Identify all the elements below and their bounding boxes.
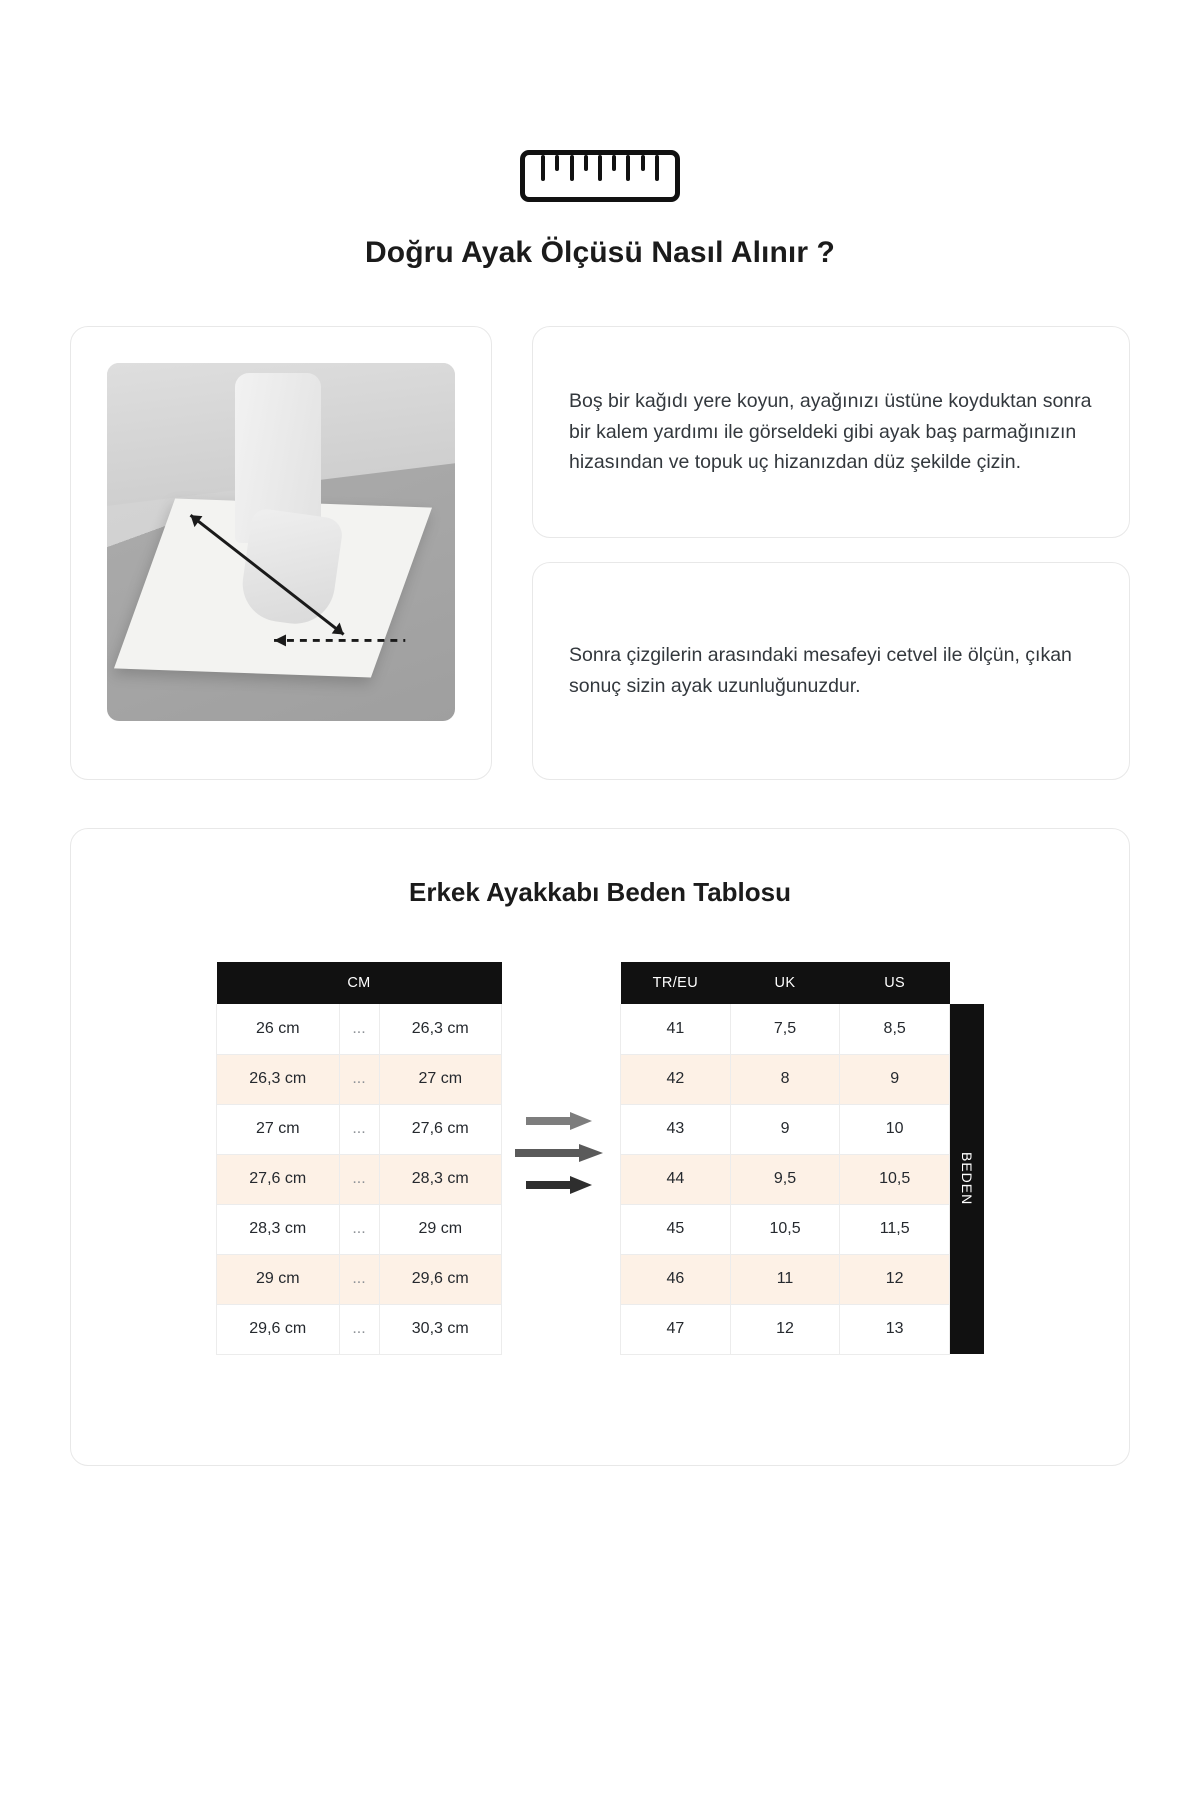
cm-separator: ... [339,1154,379,1204]
cell-uk: 9,5 [730,1154,840,1204]
cell-tr-eu: 46 [621,1254,731,1304]
table-row [217,1154,502,1204]
size-table-body [621,1004,950,1354]
instruction-text-2: Sonra çizgilerin arasındaki mesafeyi cetvel ile ölçün, çıkan sonuç sizin ayak uzunluğunuzdur. [569,644,1072,697]
table-row [217,1204,502,1254]
cm-table-header: CM [217,962,502,1004]
beden-label: BEDEN [959,1152,975,1206]
cm-separator: ... [339,1254,379,1304]
cell-uk: 12 [730,1304,840,1354]
cell-uk: 9 [730,1104,840,1154]
table-row [621,1004,950,1054]
foot-measure-photo-card [70,326,492,780]
cell-us: 9 [840,1054,950,1104]
cm-separator: ... [339,1004,379,1054]
cm-max: 26,3 cm [379,1004,502,1054]
ruler-icon [520,150,680,202]
table-row [217,1054,502,1104]
ruler-ticks [525,155,675,197]
cm-max: 29,6 cm [379,1254,502,1304]
cm-min: 29,6 cm [217,1304,340,1354]
measure-arrow-icon [107,363,455,721]
instruction-card-1 [532,326,1130,538]
instruction-text-1: Boş bir kağıdı yere koyun, ayağınızı üstüne koyduktan sonra bir kalem yardımı ile görseldeki gibi ayak baş parmağınızın hizasından ve topuk uç hizanızdan düz şekilde çizin. [569,389,1092,474]
cm-separator: ... [339,1054,379,1104]
table-row [217,1004,502,1054]
size-conversion-table [620,962,950,1355]
table-row [217,1104,502,1154]
table-row [217,1304,502,1354]
cm-table-body [217,1004,502,1354]
instructions-section [70,326,1130,780]
cm-min: 26 cm [217,1004,340,1054]
cm-min: 27,6 cm [217,1154,340,1204]
size-table-header-row [621,962,950,1004]
arrow-right-icon [515,1144,607,1162]
cm-table [216,962,502,1355]
size-table-title: Erkek Ayakkabı Beden Tablosu [409,877,791,907]
cell-tr-eu: 43 [621,1104,731,1154]
page-container [70,0,1130,1466]
size-table-card [70,828,1130,1466]
table-row [621,1054,950,1104]
cell-us: 10 [840,1104,950,1154]
cell-uk: 10,5 [730,1204,840,1254]
cell-tr-eu: 42 [621,1054,731,1104]
instruction-texts [532,326,1130,780]
ruler-icon-wrap [70,150,1130,202]
cell-tr-eu: 45 [621,1204,731,1254]
table-row [621,1304,950,1354]
cell-tr-eu: 47 [621,1304,731,1354]
foot-measure-photo [107,363,455,721]
cell-uk: 8 [730,1054,840,1104]
table-row [217,1254,502,1304]
cell-uk: 7,5 [730,1004,840,1054]
table-row [621,1104,950,1154]
cm-max: 29 cm [379,1204,502,1254]
cm-table-header-row [217,962,502,1004]
cm-max: 27 cm [379,1054,502,1104]
table-row [621,1254,950,1304]
cm-separator: ... [339,1204,379,1254]
cm-separator: ... [339,1304,379,1354]
cell-uk: 11 [730,1254,840,1304]
cell-tr-eu: 41 [621,1004,731,1054]
cm-separator: ... [339,1104,379,1154]
cell-us: 8,5 [840,1004,950,1054]
size-header-tr-eu: TR/EU [621,962,731,1004]
table-row [621,1204,950,1254]
cm-max: 30,3 cm [379,1304,502,1354]
cm-min: 26,3 cm [217,1054,340,1104]
cell-us: 13 [840,1304,950,1354]
beden-vertical-bar [950,1004,984,1354]
cm-max: 28,3 cm [379,1154,502,1204]
cm-min: 28,3 cm [217,1204,340,1254]
table-row [621,1154,950,1204]
cell-us: 12 [840,1254,950,1304]
cm-min: 27 cm [217,1104,340,1154]
size-header-us: US [840,962,950,1004]
size-tables-wrap [71,962,1129,1355]
cm-max: 27,6 cm [379,1104,502,1154]
instruction-card-2 [532,562,1130,780]
page-title: Doğru Ayak Ölçüsü Nasıl Alınır ? [365,236,835,269]
cell-us: 11,5 [840,1204,950,1254]
size-header-uk: UK [730,962,840,1004]
arrow-right-icon [526,1112,596,1130]
conversion-arrows [502,962,620,1194]
arrow-right-icon [526,1176,596,1194]
cm-min: 29 cm [217,1254,340,1304]
cell-us: 10,5 [840,1154,950,1204]
cell-tr-eu: 44 [621,1154,731,1204]
